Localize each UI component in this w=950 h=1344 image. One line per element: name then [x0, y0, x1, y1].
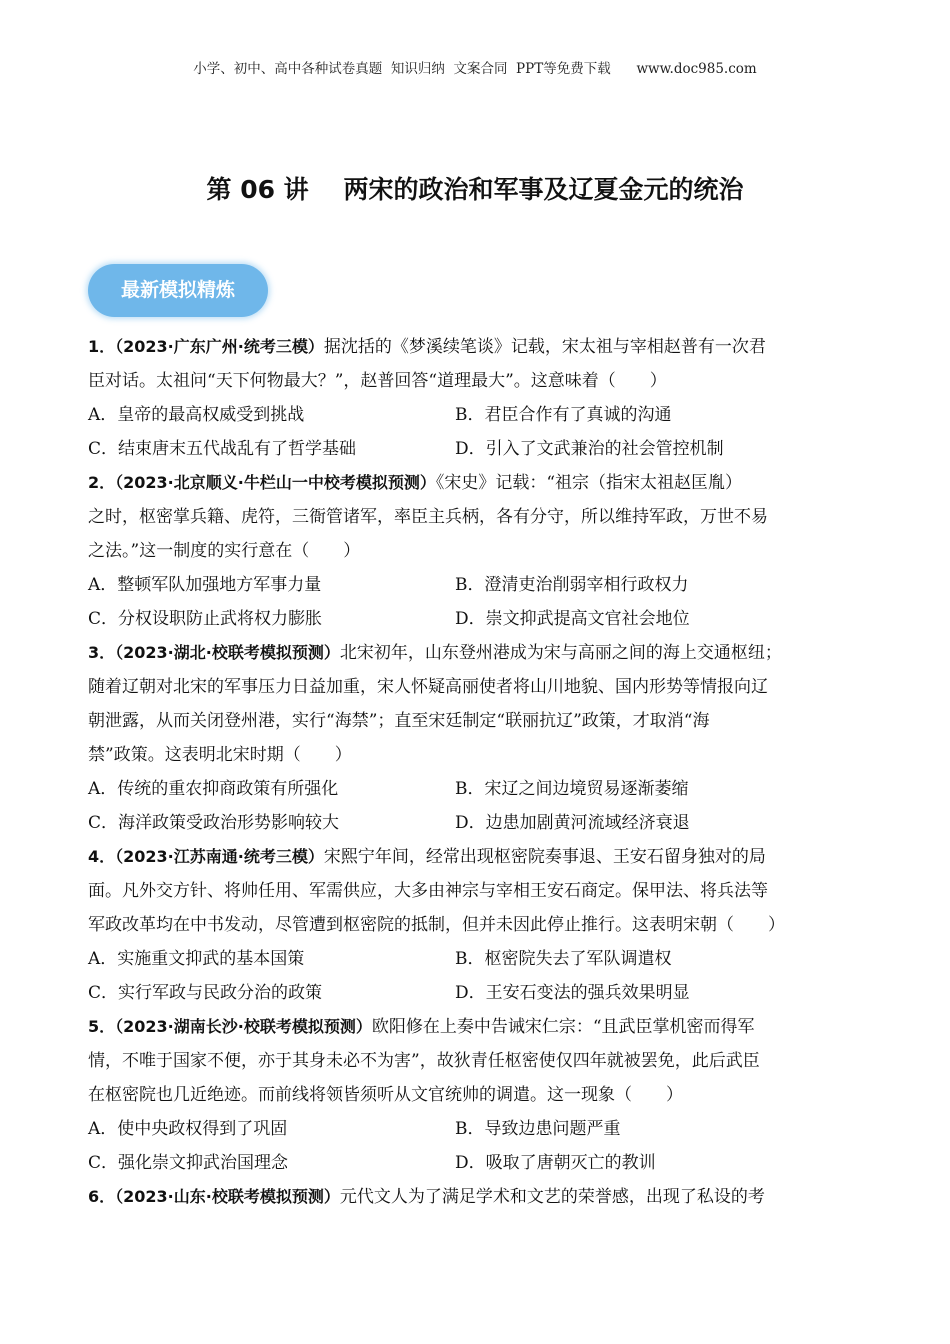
question-block [88, 466, 878, 636]
question-text: 之时，枢密掌兵籍、虎符，三衙管诸军，率臣主兵柄，各有分守，所以维持军政，万世不易 [88, 507, 768, 527]
question-text: 随着辽朝对北宋的军事压力日益加重，宋人怀疑高丽使者将山川地貌、国内形势等情报向辽 [88, 677, 768, 697]
answer-option: C．结束唐末五代战乱有了哲学基础 [88, 439, 357, 459]
question-block [88, 330, 878, 466]
question-text: 宋熙宁年间，经常出现枢密院奏事退、王安石留身独对的局 [323, 847, 766, 867]
question-line [88, 670, 878, 704]
answer-option: C．海洋政策受政治形势影响较大 [88, 813, 340, 833]
answer-option: C．强化崇文抑武治国理念 [88, 1153, 289, 1173]
question-text: 臣对话。太祖问“天下何物最大？”，赵普回答“道理最大”。这意味着（ ） [88, 371, 667, 391]
question-line [88, 500, 878, 534]
answer-option: A．整顿军队加强地方军事力量 [88, 575, 322, 595]
question-number: 3． [88, 643, 116, 662]
question-block [88, 636, 878, 840]
answer-option: C．分权设职防止武将权力膨胀 [88, 609, 323, 629]
question-source: （2023·江苏南通·统考三模） [115, 847, 324, 866]
question-text: 军政改革均在中书发动，尽管遭到枢密院的抵制，但并未因此停止推行。这表明宋朝（ ） [88, 915, 785, 935]
question-line [88, 908, 878, 942]
answer-option: A．皇帝的最高权威受到挑战 [88, 405, 305, 425]
question-text: 据沈括的《梦溪续笔谈》记载，宋太祖与宰相赵普有一次君 [323, 337, 766, 357]
question-number: 4． [88, 847, 116, 866]
answer-option: D．引入了文武兼治的社会管控机制 [455, 439, 724, 459]
option-row [88, 1146, 878, 1180]
question-line [88, 1180, 878, 1214]
answer-option: D．边患加剧黄河流域经济衰退 [455, 813, 690, 833]
answer-option: D．崇文抑武提高文官社会地位 [455, 609, 690, 629]
question-number: 2． [88, 473, 116, 492]
answer-option: D．吸取了唐朝灭亡的教训 [455, 1153, 656, 1173]
question-text: 元代文人为了满足学术和文艺的荣誉感，出现了私设的考 [339, 1187, 765, 1207]
answer-option: C．实行军政与民政分治的政策 [88, 983, 323, 1003]
option-row [88, 942, 878, 976]
question-source: （2023·广东广州·统考三模） [115, 337, 324, 356]
question-text: 欧阳修在上奏中告诫宋仁宗：“且武臣掌机密而得军 [371, 1017, 755, 1037]
question-block [88, 1010, 878, 1180]
question-source: （2023·湖北·校联考模拟预测） [115, 643, 340, 662]
question-text: 禁”政策。这表明北宋时期（ ） [88, 745, 352, 765]
lesson-title: 第 06 讲 两宋的政治和军事及辽夏金元的统治 [206, 175, 744, 204]
question-text: 北宋初年，山东登州港成为宋与高丽之间的海上交通枢纽； [339, 643, 782, 663]
option-row [88, 806, 878, 840]
question-line [88, 874, 878, 908]
option-row [88, 568, 878, 602]
option-row [88, 398, 878, 432]
answer-option: B．君臣合作有了真诚的沟通 [455, 405, 672, 425]
question-block [88, 1180, 878, 1214]
question-line [88, 636, 878, 670]
answer-option: A．实施重文抑武的基本国策 [88, 949, 305, 969]
option-row [88, 602, 878, 636]
question-list [88, 330, 878, 1214]
question-text: 在枢密院也几近绝迹。而前线将领皆须听从文官统帅的调遣。这一现象（ ） [88, 1085, 683, 1105]
question-line [88, 1044, 878, 1078]
question-text: 之法。”这一制度的实行意在（ ） [88, 541, 361, 561]
question-source: （2023·山东·校联考模拟预测） [115, 1187, 340, 1206]
answer-option: B．枢密院失去了军队调遣权 [455, 949, 672, 969]
question-line [88, 704, 878, 738]
question-block [88, 840, 878, 1010]
question-text: 朝泄露，从而关闭登州港，实行“海禁”；直至宋廷制定“联丽抗辽”政策，才取消“海 [88, 711, 710, 731]
option-row [88, 432, 878, 466]
question-text: 面。凡外交方针、将帅任用、军需供应，大多由神宗与宰相王安石商定。保甲法、将兵法等 [88, 881, 768, 901]
question-source: （2023·湖南长沙·校联考模拟预测） [115, 1017, 372, 1036]
answer-option: A．使中央政权得到了巩固 [88, 1119, 288, 1139]
answer-option: B．宋辽之间边境贸易逐渐萎缩 [455, 779, 689, 799]
option-row [88, 772, 878, 806]
option-row [88, 976, 878, 1010]
question-line [88, 466, 878, 500]
question-line [88, 1010, 878, 1044]
answer-option: A．传统的重农抑商政策有所强化 [88, 779, 339, 799]
question-line [88, 330, 878, 364]
question-source: （2023·北京顺义·牛栏山一中校考模拟预测） [115, 473, 436, 492]
question-line [88, 1078, 878, 1112]
question-line [88, 840, 878, 874]
section-badge: 最新模拟精炼 [88, 264, 268, 317]
question-number: 1． [88, 337, 116, 356]
site-banner: 小学、初中、高中各种试卷真题 知识归纳 文案合同 PPT等免费下载 www.doc985.com [193, 61, 757, 77]
answer-option: B．导致边患问题严重 [455, 1119, 621, 1139]
answer-option: B．澄清吏治削弱宰相行政权力 [455, 575, 689, 595]
question-line [88, 738, 878, 772]
question-line [88, 534, 878, 568]
question-text: 《宋史》记载：“祖宗（指宋太祖赵匡胤） [435, 473, 743, 493]
question-text: 情，不唯于国家不便，亦于其身未必不为害”，故狄青任枢密使仅四年就被罢免，此后武臣 [88, 1051, 760, 1071]
question-number: 5． [88, 1017, 116, 1036]
answer-option: D．王安石变法的强兵效果明显 [455, 983, 690, 1003]
option-row [88, 1112, 878, 1146]
question-number: 6． [88, 1187, 116, 1206]
question-line [88, 364, 878, 398]
